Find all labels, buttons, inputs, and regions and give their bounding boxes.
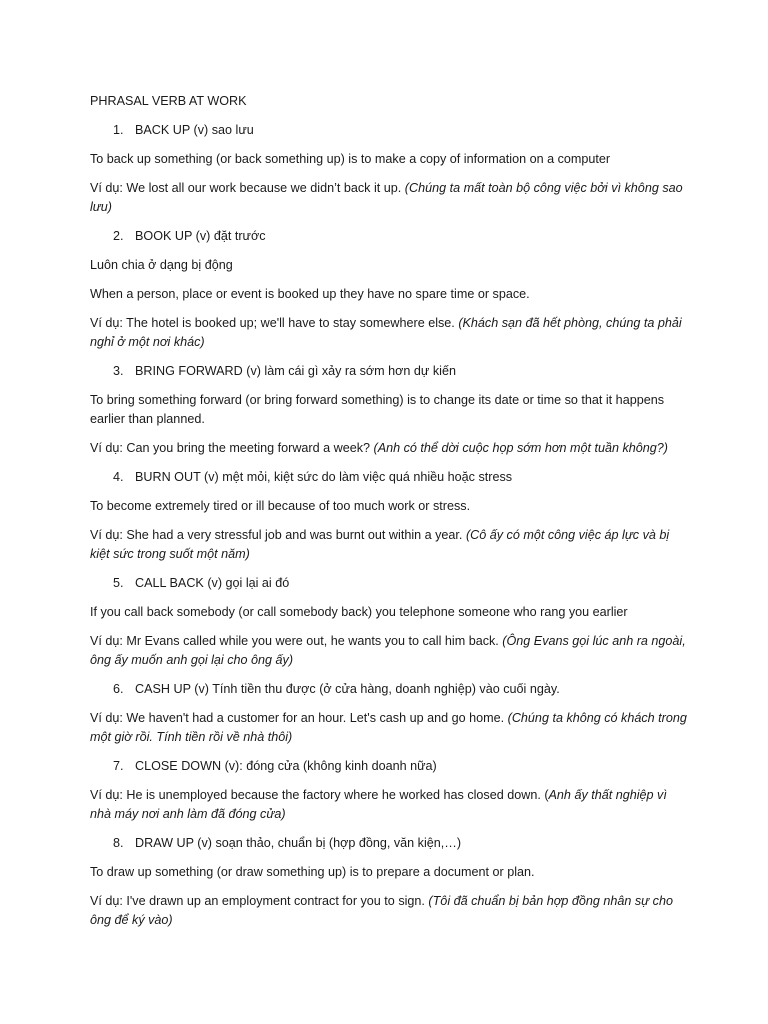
item-heading-text: CLOSE DOWN (v): đóng cửa (không kinh doanh nữa) — [135, 759, 437, 773]
item-note: Luôn chia ở dạng bị động — [90, 258, 233, 272]
item-heading-text: BURN OUT (v) mệt mỏi, kiệt sức do làm việc quá nhiều hoặc stress — [135, 470, 513, 484]
item-heading-burn-out — [90, 468, 690, 487]
example-english: Ví dụ: Mr Evans called while you were out, he wants you to call him back. — [90, 634, 499, 648]
item-number: 2. — [113, 229, 124, 243]
example-vietnamese: (Chúng ta không có khách trong một giờ rồi. Tính tiền rồi về nhà thôi) — [90, 711, 687, 744]
item-definition: When a person, place or event is booked up they have no spare time or space. — [90, 287, 530, 301]
item-number: 8. — [113, 836, 124, 850]
item-heading-text: CALL BACK (v) gọi lại ai đó — [135, 576, 290, 590]
item-definition: To back up something (or back something up) is to make a copy of information on a computer — [90, 152, 611, 166]
item-example — [90, 892, 690, 930]
example-english: Ví dụ: Can you bring the meeting forward a week? — [90, 441, 371, 455]
item-number: 1. — [113, 123, 124, 137]
example-english: Ví dụ: She had a very stressful job and was burnt out within a year. — [90, 528, 463, 542]
example-vietnamese: Anh ấy thất nghiệp vì nhà máy nơi anh làm đã đóng cửa) — [90, 788, 667, 821]
item-heading-draw-up — [90, 834, 690, 853]
item-heading-text: CASH UP (v) Tính tiền thu được (ở cửa hàng, doanh nghiệp) vào cuối ngày. — [135, 682, 560, 696]
item-example — [90, 314, 690, 352]
example-vietnamese: (Khách sạn đã hết phòng, chúng ta phải nghỉ ở một nơi khác) — [90, 316, 682, 349]
example-english: Ví dụ: I've drawn up an employment contract for you to sign. — [90, 894, 425, 908]
item-example — [90, 632, 690, 670]
document-title: PHRASAL VERB AT WORK — [90, 94, 247, 108]
item-example — [90, 526, 690, 564]
item-heading-bring-forward — [90, 362, 690, 381]
example-vietnamese: (Anh có thể dời cuộc họp sớm hơn một tuần không?) — [373, 441, 668, 455]
item-heading-text: BOOK UP (v) đặt trước — [135, 229, 266, 243]
item-example — [90, 439, 690, 458]
item-definition: To bring something forward (or bring forward something) is to change its date or time so that it happens earlier than planned. — [90, 393, 665, 426]
example-english: Ví dụ: We haven't had a customer for an hour. Let's cash up and go home. — [90, 711, 505, 725]
item-number: 7. — [113, 759, 124, 773]
example-vietnamese: (Cô ấy có một công việc áp lực và bị kiệt sức trong suốt một năm) — [90, 528, 670, 561]
example-vietnamese: (Tôi đã chuẩn bị bản hợp đồng nhân sự cho ông để ký vào) — [90, 894, 673, 927]
item-example — [90, 179, 690, 217]
item-definition: To draw up something (or draw something up) is to prepare a document or plan. — [90, 865, 535, 879]
item-heading-text: BACK UP (v) sao lưu — [135, 123, 254, 137]
item-definition: If you call back somebody (or call somebody back) you telephone someone who rang you earlier — [90, 605, 628, 619]
item-example — [90, 786, 690, 824]
item-heading-close-down — [90, 757, 690, 776]
example-vietnamese: (Chúng ta mất toàn bộ công việc bởi vì không sao lưu) — [90, 181, 683, 214]
item-number: 6. — [113, 682, 124, 696]
item-definition: To become extremely tired or ill because of too much work or stress. — [90, 499, 471, 513]
item-example — [90, 709, 690, 747]
document-page — [90, 92, 690, 940]
example-english: Ví dụ: He is unemployed because the factory where he worked has closed down. ( — [90, 788, 549, 802]
item-heading-back-up — [90, 121, 690, 140]
example-english: Ví dụ: We lost all our work because we didn’t back it up. — [90, 181, 402, 195]
item-heading-text: DRAW UP (v) soạn thảo, chuẩn bị (hợp đồng, văn kiện,…) — [135, 836, 462, 850]
item-number: 5. — [113, 576, 124, 590]
item-number: 3. — [113, 364, 124, 378]
item-heading-cash-up — [90, 680, 690, 699]
item-heading-book-up — [90, 227, 690, 246]
example-vietnamese: (Ông Evans gọi lúc anh ra ngoài, ông ấy muốn anh gọi lại cho ông ấy) — [90, 634, 686, 667]
example-english: Ví dụ: The hotel is booked up; we'll have to stay somewhere else. — [90, 316, 455, 330]
item-heading-call-back — [90, 574, 690, 593]
item-number: 4. — [113, 470, 124, 484]
item-heading-text: BRING FORWARD (v) làm cái gì xảy ra sớm hơn dự kiến — [135, 364, 456, 378]
